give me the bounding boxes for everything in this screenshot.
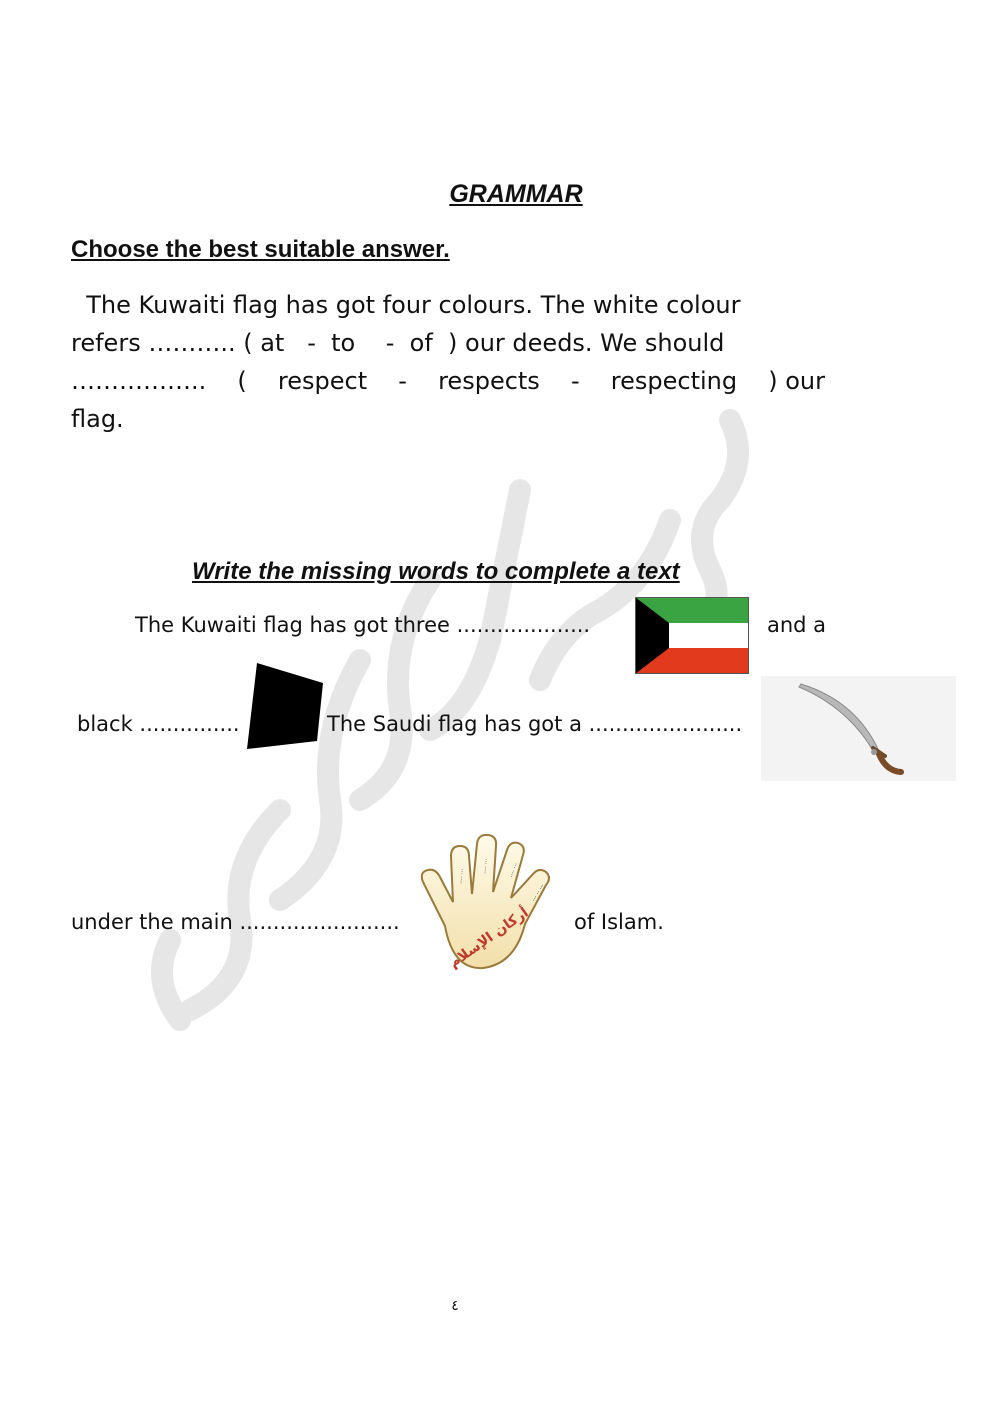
page-number: ٤ xyxy=(451,1298,459,1314)
exercise2-row2-text: black ............... xyxy=(77,712,240,736)
option-respect: respect xyxy=(277,367,368,395)
five-pillars-hand-icon xyxy=(415,834,563,976)
exercise1-line1: The Kuwaiti flag has got four colours. The white colour xyxy=(71,291,741,319)
sword-icon xyxy=(761,676,956,781)
option-respecting: respecting xyxy=(610,367,738,395)
black-trapezoid-icon xyxy=(247,663,323,749)
svg-text:···· ···: ···· ··· xyxy=(482,858,491,875)
option-open-paren: ( xyxy=(237,367,247,395)
exercise2-row3-text: under the main ........................ xyxy=(71,910,400,934)
option-respects: respects xyxy=(438,367,540,395)
exercise2-row1-after: and a xyxy=(767,613,827,637)
option-close-paren: ) our xyxy=(768,367,825,395)
exercise1-line4: flag. xyxy=(71,405,124,433)
svg-text:···· ···: ···· ··· xyxy=(508,861,521,879)
section-title: GRAMMAR xyxy=(449,180,583,208)
option-separator: - xyxy=(398,367,407,395)
exercise2-row1-text: The Kuwaiti flag has got three .................... xyxy=(135,613,591,637)
exercise2-row3-after: of Islam. xyxy=(574,910,664,934)
svg-text:···· ···: ···· ··· xyxy=(458,868,467,885)
answer-blank: …………….. xyxy=(71,367,207,395)
exercise1-line2: refers ……….. ( at - to - of ) our deeds. We should xyxy=(71,329,725,357)
svg-text:··· ·· ···: ··· ·· ··· xyxy=(530,882,547,903)
hand-caption: أركان الإسلام xyxy=(446,904,532,972)
exercise1-heading: Choose the best suitable answer. xyxy=(71,236,450,263)
kuwait-flag-icon xyxy=(635,597,749,674)
exercise2-row2-middle: The Saudi flag has got a ....................... xyxy=(327,712,743,736)
exercise2-heading: Write the missing words to complete a text xyxy=(192,558,680,585)
option-separator: - xyxy=(570,367,580,395)
exercise1-line3 xyxy=(71,362,825,400)
